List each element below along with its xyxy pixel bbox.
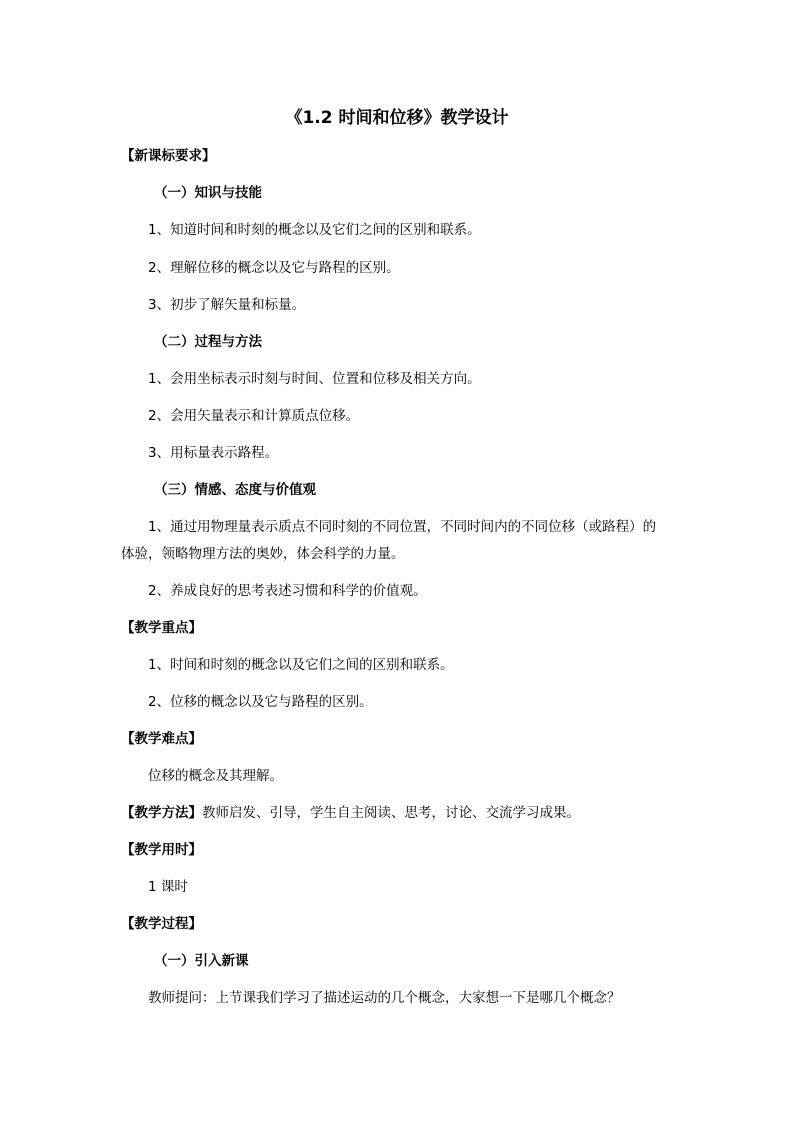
subheading-intro: （一）引入新课	[154, 953, 249, 969]
section-heading-standards: 【新课标要求】	[121, 148, 216, 164]
list-item: 2、会用矢量表示和计算质点位移。	[148, 408, 360, 424]
list-item: 2、养成良好的思考表述习惯和科学的价值观。	[148, 583, 427, 599]
section-heading-key-points: 【教学重点】	[121, 620, 202, 636]
subheading-knowledge: （一）知识与技能	[154, 185, 262, 201]
section-heading-procedure: 【教学过程】	[121, 916, 202, 932]
document-title: 《1.2 时间和位移》教学设计	[285, 108, 509, 128]
list-item: 1、通过用物理量表示质点不同时刻的不同位置，不同时间内的不同位移（或路程）的	[148, 519, 657, 535]
subheading-emotion: （三）情感、态度与价值观	[154, 482, 316, 498]
section-heading-difficulties: 【教学难点】	[121, 731, 202, 747]
list-item: 2、位移的概念以及它与路程的区别。	[148, 694, 373, 710]
section-heading-methods: 【教学方法】	[121, 805, 202, 821]
list-item: 1、会用坐标表示时刻与时间、位置和位移及相关方向。	[148, 371, 481, 387]
list-item: 3、用标量表示路程。	[148, 445, 279, 461]
paragraph: 教师提问：上节课我们学习了描述运动的几个概念，大家想一下是哪几个概念？	[148, 990, 621, 1006]
paragraph: 1 课时	[148, 879, 188, 895]
list-item: 2、理解位移的概念以及它与路程的区别。	[148, 260, 400, 276]
section-heading-time: 【教学用时】	[121, 842, 202, 858]
paragraph: 位移的概念及其理解。	[148, 768, 283, 784]
subheading-process: （二）过程与方法	[154, 334, 262, 350]
list-item-continuation: 体验，领略物理方法的奥妙，体会科学的力量。	[121, 546, 405, 562]
paragraph: 教师启发、引导，学生自主阅读、思考，讨论、交流学习成果。	[202, 805, 580, 821]
list-item: 3、初步了解矢量和标量。	[148, 297, 306, 313]
methods-line	[121, 803, 580, 823]
list-item: 1、时间和时刻的概念以及它们之间的区别和联系。	[148, 657, 454, 673]
list-item: 1、知道时间和时刻的概念以及它们之间的区别和联系。	[148, 222, 481, 238]
